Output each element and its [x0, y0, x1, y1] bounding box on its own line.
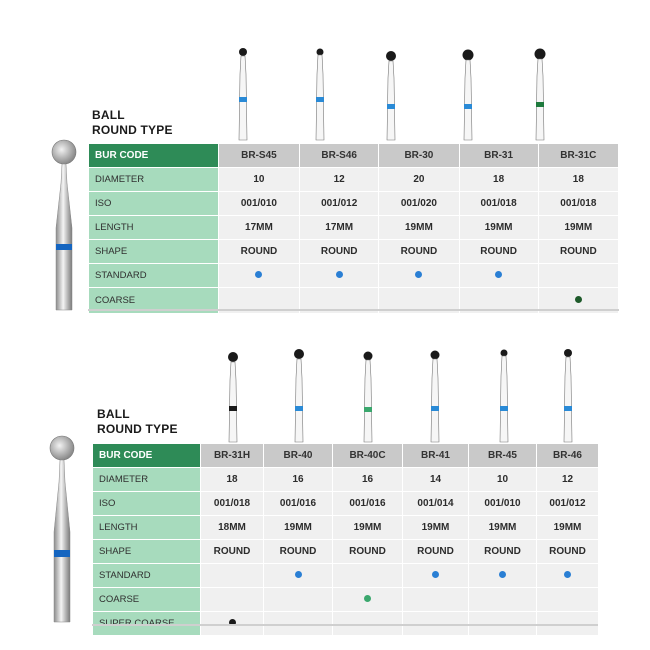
- standard-grit-dot: [295, 571, 302, 578]
- column-header: BR-S45: [218, 144, 299, 168]
- table-cell: ROUND: [218, 240, 299, 264]
- table-cell: 001/010: [469, 492, 537, 516]
- table-row: [89, 240, 619, 264]
- section2-title-line2: ROUND TYPE: [97, 422, 178, 436]
- table-cell: ROUND: [469, 540, 537, 564]
- section1-bur-icons: [88, 44, 619, 144]
- bur-icon-br-30: [386, 51, 396, 140]
- table-cell: 001/016: [264, 492, 333, 516]
- column-header: BR-31: [459, 144, 538, 168]
- column-header: BR-40C: [333, 444, 403, 468]
- row-label-shape: SHAPE: [93, 540, 201, 564]
- table-cell: [264, 564, 333, 588]
- table-cell: 12: [537, 468, 599, 492]
- row-label-iso: ISO: [89, 192, 219, 216]
- table-cell: 001/016: [333, 492, 403, 516]
- table-cell: 19MM: [537, 516, 599, 540]
- column-header: BR-31C: [538, 144, 618, 168]
- table-cell: 20: [379, 168, 459, 192]
- table-cell: [403, 588, 469, 612]
- table-cell: 19MM: [459, 216, 538, 240]
- row-label-length: LENGTH: [89, 216, 219, 240]
- row-label-coarse: COARSE: [93, 588, 201, 612]
- standard-grit-dot: [432, 571, 439, 578]
- table-cell: ROUND: [264, 540, 333, 564]
- section1-table: [88, 143, 619, 314]
- table-cell: ROUND: [459, 240, 538, 264]
- table-cell: [469, 564, 537, 588]
- table-cell: 18: [201, 468, 264, 492]
- table-cell: [537, 564, 599, 588]
- table-row: [93, 564, 599, 588]
- table-cell: ROUND: [403, 540, 469, 564]
- section2-title-line1: BALL: [97, 407, 130, 421]
- bur-icon-br-s46: [316, 49, 324, 141]
- row-label-length: LENGTH: [93, 516, 201, 540]
- table-cell: ROUND: [300, 240, 379, 264]
- table-cell: [459, 264, 538, 288]
- large-bur-illustration-1: [50, 138, 80, 313]
- large-bur-illustration-2: [48, 434, 78, 624]
- table-row: [89, 144, 619, 168]
- table-cell: 18MM: [201, 516, 264, 540]
- table-cell: 16: [333, 468, 403, 492]
- column-header: BR-41: [403, 444, 469, 468]
- section2-table: [92, 443, 599, 636]
- bur-icon-br-31: [463, 50, 474, 141]
- table-cell: [403, 564, 469, 588]
- bur-icon-br-s45: [239, 48, 247, 140]
- table-cell: [201, 564, 264, 588]
- bur-icon-br-46: [564, 349, 572, 442]
- table-cell: 18: [538, 168, 618, 192]
- bur-icon-br-45: [500, 350, 508, 443]
- table-row: [93, 468, 599, 492]
- table-cell: ROUND: [538, 240, 618, 264]
- table-cell: 001/020: [379, 192, 459, 216]
- row-label-standard: STANDARD: [89, 264, 219, 288]
- bur-icon-br-31h: [228, 352, 238, 442]
- table-cell: 001/012: [300, 192, 379, 216]
- table-cell: [469, 588, 537, 612]
- table-row: [89, 264, 619, 288]
- bur-icon-br-41: [431, 351, 440, 443]
- table-cell: 19MM: [333, 516, 403, 540]
- section2-bottom-rule: [92, 624, 598, 626]
- table-cell: ROUND: [379, 240, 459, 264]
- table-cell: 19MM: [469, 516, 537, 540]
- table-cell: 17MM: [300, 216, 379, 240]
- bur-code-header: BUR CODE: [89, 144, 219, 168]
- standard-grit-dot: [495, 271, 502, 278]
- column-header: BR-30: [379, 144, 459, 168]
- coarse-grit-dot: [364, 595, 371, 602]
- bur-code-header: BUR CODE: [93, 444, 201, 468]
- table-cell: [300, 264, 379, 288]
- table-cell: 12: [300, 168, 379, 192]
- table-cell: 14: [403, 468, 469, 492]
- section2-bur-icons: [92, 346, 598, 446]
- section1-title-line2: ROUND TYPE: [92, 123, 173, 137]
- table-cell: ROUND: [333, 540, 403, 564]
- table-cell: 001/010: [218, 192, 299, 216]
- table-row: [93, 588, 599, 612]
- table-cell: [333, 588, 403, 612]
- table-cell: 10: [469, 468, 537, 492]
- table-row: [89, 192, 619, 216]
- table-cell: 001/012: [537, 492, 599, 516]
- table-cell: 001/018: [201, 492, 264, 516]
- row-label-shape: SHAPE: [89, 240, 219, 264]
- section1-bottom-rule: [88, 309, 619, 311]
- table-cell: 10: [218, 168, 299, 192]
- table-cell: 19MM: [379, 216, 459, 240]
- row-label-iso: ISO: [93, 492, 201, 516]
- bur-icon-br-31c: [535, 49, 546, 141]
- table-row: [89, 216, 619, 240]
- table-cell: 19MM: [264, 516, 333, 540]
- table-cell: 18: [459, 168, 538, 192]
- table-cell: ROUND: [537, 540, 599, 564]
- table-cell: 19MM: [538, 216, 618, 240]
- table-cell: 001/014: [403, 492, 469, 516]
- standard-grit-dot: [255, 271, 262, 278]
- column-header: BR-S46: [300, 144, 379, 168]
- row-label-standard: STANDARD: [93, 564, 201, 588]
- row-label-diameter: DIAMETER: [89, 168, 219, 192]
- table-cell: [333, 564, 403, 588]
- column-header: BR-31H: [201, 444, 264, 468]
- table-cell: 001/018: [459, 192, 538, 216]
- standard-grit-dot: [415, 271, 422, 278]
- column-header: BR-46: [537, 444, 599, 468]
- table-cell: [201, 588, 264, 612]
- table-row: [93, 516, 599, 540]
- column-header: BR-45: [469, 444, 537, 468]
- table-cell: [538, 264, 618, 288]
- table-cell: [379, 264, 459, 288]
- standard-grit-dot: [499, 571, 506, 578]
- bur-icon-br-40c: [364, 352, 373, 443]
- table-row: [93, 444, 599, 468]
- bur-icon-br-40: [294, 349, 304, 442]
- table-cell: 001/018: [538, 192, 618, 216]
- table-cell: ROUND: [201, 540, 264, 564]
- table-row: [93, 492, 599, 516]
- section1-title-line1: BALL: [92, 108, 125, 122]
- standard-grit-dot: [564, 571, 571, 578]
- table-cell: [537, 588, 599, 612]
- table-cell: [218, 264, 299, 288]
- table-row: [89, 168, 619, 192]
- table-cell: 17MM: [218, 216, 299, 240]
- table-cell: [264, 588, 333, 612]
- row-label-diameter: DIAMETER: [93, 468, 201, 492]
- table-row: [93, 540, 599, 564]
- table-cell: 19MM: [403, 516, 469, 540]
- table-cell: 16: [264, 468, 333, 492]
- column-header: BR-40: [264, 444, 333, 468]
- row-label-coarse: COARSE: [89, 288, 219, 314]
- standard-grit-dot: [336, 271, 343, 278]
- coarse-grit-dot: [575, 296, 582, 303]
